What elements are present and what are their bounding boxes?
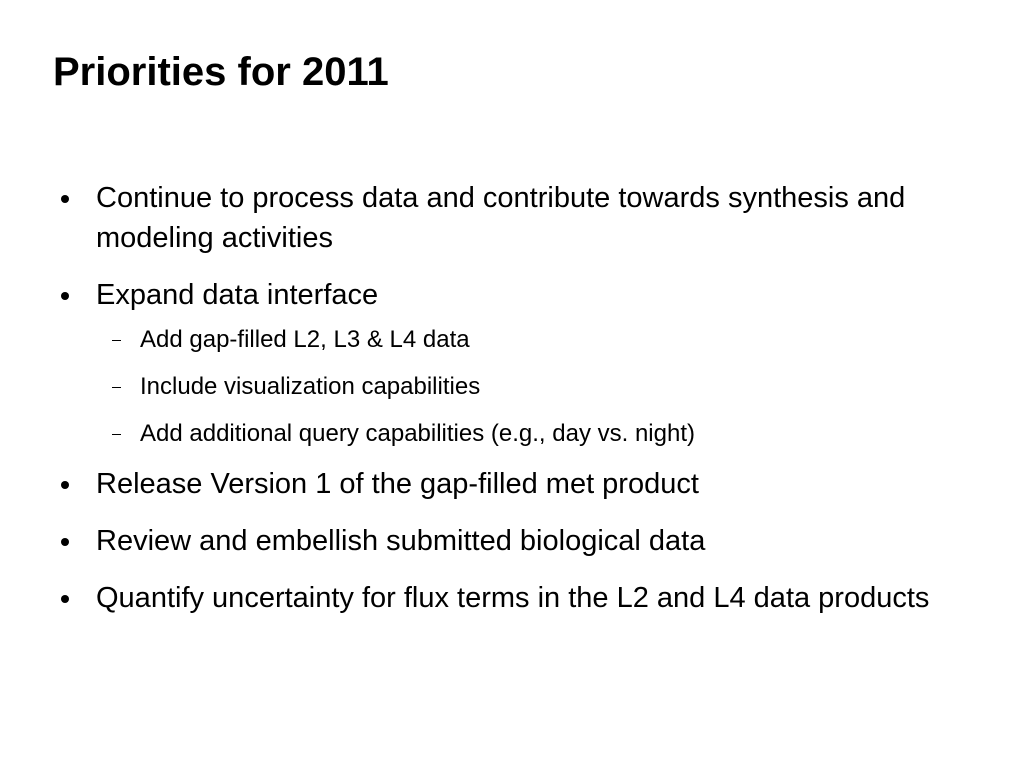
bullet-dot-icon — [61, 195, 69, 203]
bullet-dot-icon — [61, 292, 69, 300]
sub-bullet-item — [60, 323, 990, 356]
dash-icon — [112, 387, 121, 388]
bullet-text: Release Version 1 of the gap-filled met product — [96, 468, 699, 500]
sub-bullet-item — [60, 417, 990, 450]
sub-bullet-group — [60, 323, 990, 450]
bullet-list — [60, 178, 990, 635]
bullet-item — [60, 464, 990, 504]
sub-bullet-text: Add gap-filled L2, L3 & L4 data — [140, 326, 470, 353]
bullet-item — [60, 275, 990, 315]
bullet-text: Review and embellish submitted biological data — [96, 525, 706, 557]
sub-bullet-list — [60, 323, 990, 450]
bullet-dot-icon — [61, 481, 69, 489]
slide-title: Priorities for 2011 — [53, 50, 389, 94]
bullet-dot-icon — [61, 538, 69, 546]
sub-bullet-item — [60, 370, 990, 403]
bullet-item — [60, 178, 990, 258]
bullet-item — [60, 521, 990, 561]
bullet-text: Quantify uncertainty for flux terms in the L2 and L4 data products — [96, 582, 930, 614]
sub-bullet-text: Include visualization capabilities — [140, 373, 481, 400]
dash-icon — [112, 434, 121, 435]
bullet-text: Continue to process data and contribute towards synthesis and modeling activities — [96, 182, 906, 254]
bullet-text: Expand data interface — [96, 279, 379, 311]
bullet-item — [60, 578, 990, 618]
dash-icon — [112, 340, 121, 341]
sub-bullet-text: Add additional query capabilities (e.g., day vs. night) — [140, 420, 695, 447]
bullet-dot-icon — [61, 595, 69, 603]
